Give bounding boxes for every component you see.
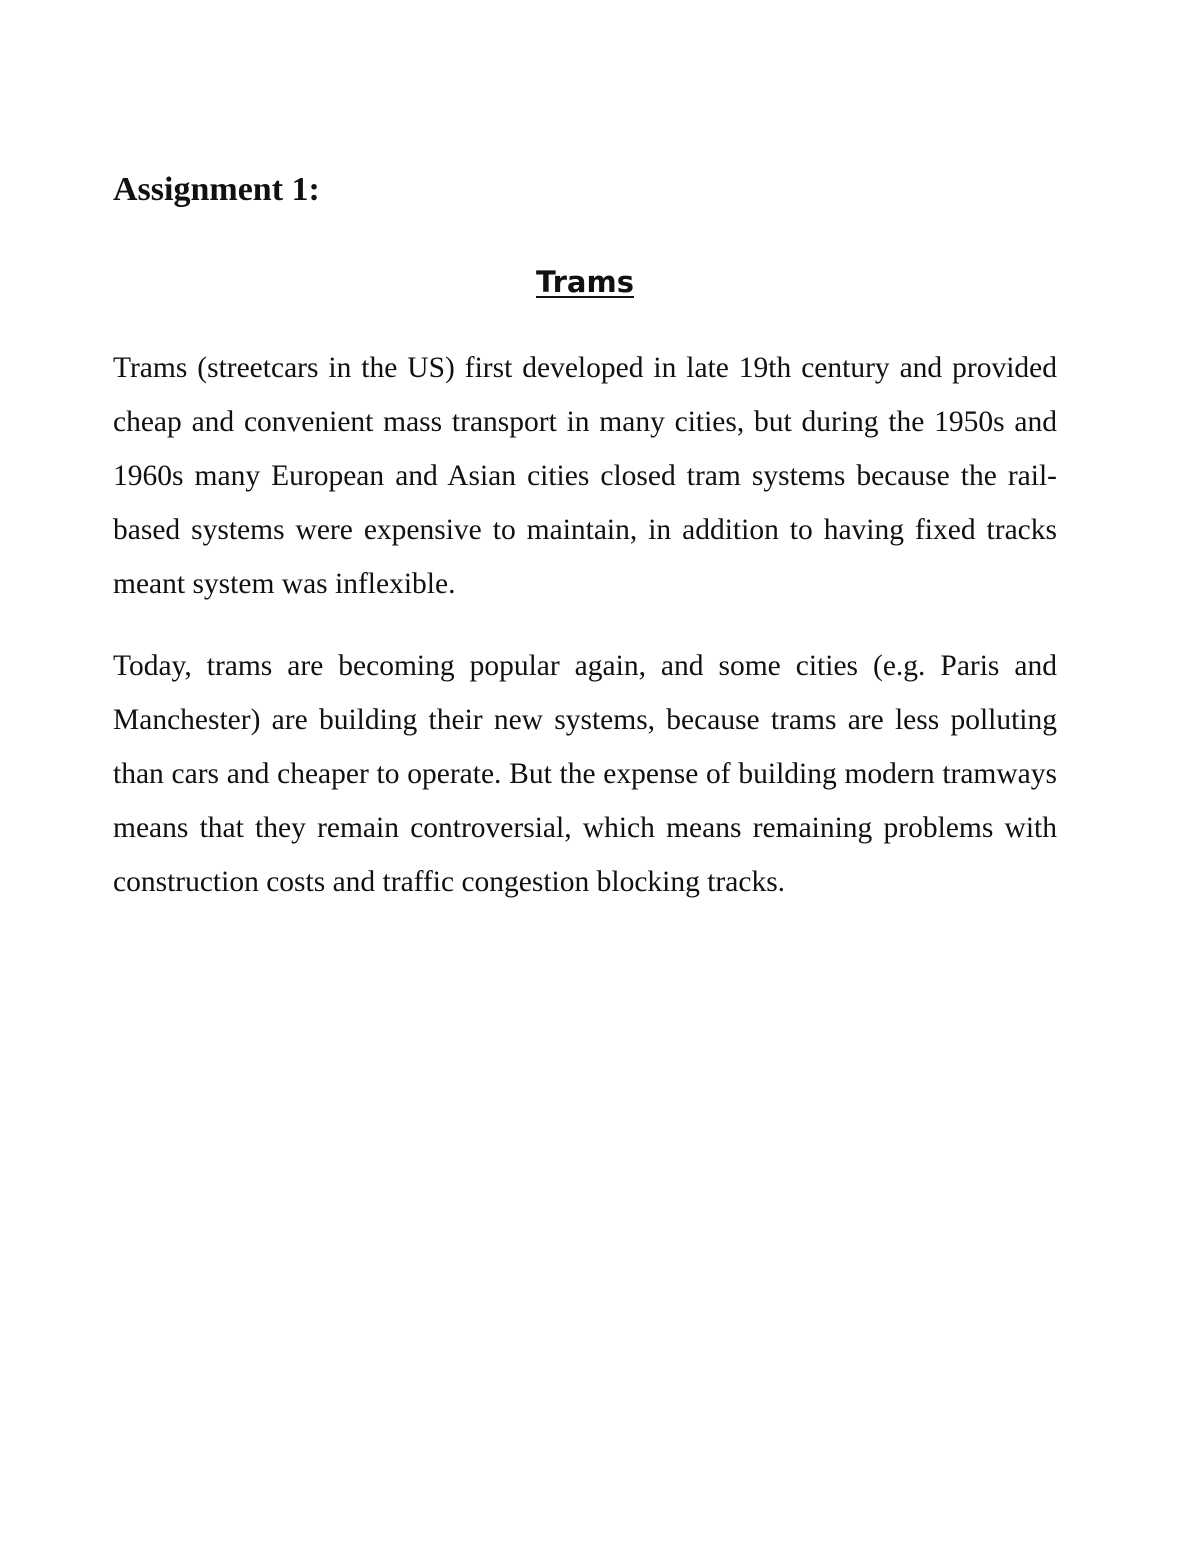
assignment-heading: Assignment 1: xyxy=(113,171,320,208)
body-paragraph-1: Trams (streetcars in the US) first developed in late 19th century and provided cheap and convenient mass transport in many cities, but during the 1950s and 1960s many European and Asian cities closed tram systems because the rail-based systems were expensive to maintain, in addition to having fixed tracks meant system was inflexible. xyxy=(113,352,1057,600)
body-paragraph-2: Today, trams are becoming popular again, and some cities (e.g. Paris and Manchester) are building their new systems, because trams are less polluting than cars and cheaper to operate. But the expense of building modern tramways means that they remain controversial, which means remaining problems with construction costs and traffic congestion blocking tracks. xyxy=(113,650,1057,898)
document-title: Trams xyxy=(536,265,634,299)
